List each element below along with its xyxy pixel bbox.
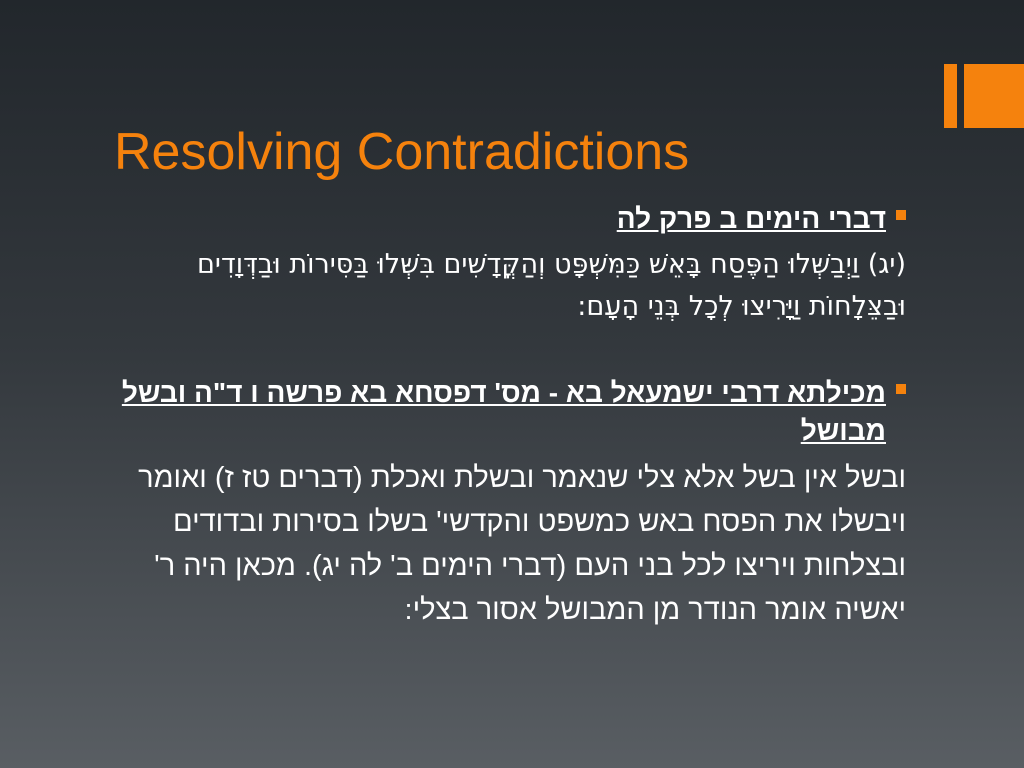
section-heading-text: דברי הימים ב פרק לה (616, 203, 886, 234)
midrash-text: ובשל אין בשל אלא צלי שנאמר ובשלת ואכלת (דברים טז ז) ואומר ויבשלו את הפסח באש כמשפט והקדשי' בשלו בסירות ובדודים ובצלחות ויריצו לכל בני העם (דברי הימים ב' לה יג). מכאן היה ר' יאשיה אומר הנודר מן המבושל אסור בצלי: (138, 462, 906, 626)
section-heading-mekhilta (100, 374, 906, 450)
section-heading-chronicles (100, 200, 906, 238)
slide-title: Resolving Contradictions (114, 123, 690, 181)
bullet-square-icon (896, 384, 906, 394)
section-heading-text: מכילתא דרבי ישמעאל בא - מס' דפסחא בא פרשה ו ד"ה ובשל מבושל (121, 377, 886, 446)
bullet-square-icon (896, 210, 906, 220)
slide-content (100, 200, 906, 632)
accent-bar-thin (944, 64, 957, 128)
verse-text: (יג) וַיְבַשְּׁלוּ הַפֶּסַח בָּאֵשׁ כַּמִּשְׁפָּט וְהַקֳּדָשִׁים בִּשְּׁלוּ בַּסִּירוֹת וּבַדְּוָדִים וּבַצֵּלָחוֹת וַיָּרִיצוּ לְכָל בְּנֵי הָעָם: (197, 249, 906, 322)
spacer (100, 328, 906, 374)
accent-bar-wide (964, 64, 1024, 128)
